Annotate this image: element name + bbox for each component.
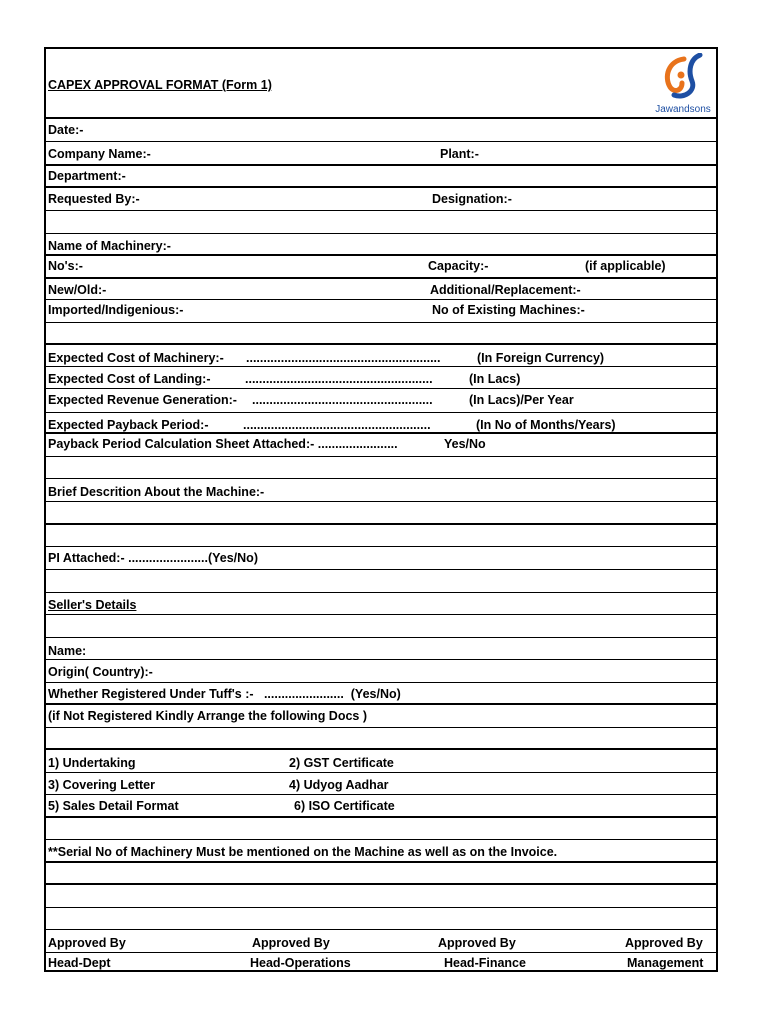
payback-sheet-row: [46, 434, 716, 457]
cost-machinery-label: Expected Cost of Machinery:-: [48, 351, 224, 365]
seller-name-row: [46, 638, 716, 660]
imported-row: [46, 300, 716, 323]
blank-row: [46, 863, 716, 885]
blank-row: [46, 885, 716, 908]
requested-row: [46, 188, 716, 211]
blank-row: [46, 323, 716, 345]
approved-by-finance: Approved By: [438, 936, 516, 950]
department-row: [46, 166, 716, 188]
not-registered-row: [46, 705, 716, 728]
payback-sheet-label: Payback Period Calculation Sheet Attached:- .......................: [48, 437, 398, 451]
requested-by-label: Requested By:-: [48, 192, 140, 206]
payback-sheet-yesno: Yes/No: [444, 437, 486, 451]
approver-roles-row: [46, 953, 716, 972]
revenue-dots: ....................................................: [252, 393, 433, 407]
origin-label: Origin( Country):-: [48, 665, 153, 679]
approved-by-dept: Approved By: [48, 936, 126, 950]
blank-row: [46, 570, 716, 593]
cost-machinery-dots: ........................................................: [246, 351, 441, 365]
existing-machines-label: No of Existing Machines:-: [432, 303, 585, 317]
cost-landing-row: [46, 367, 716, 389]
sellers-details-heading: Seller's Details: [48, 598, 137, 612]
header-row: [46, 49, 716, 119]
blank-row: [46, 615, 716, 638]
revenue-unit: (In Lacs)/Per Year: [469, 393, 574, 407]
approved-by-operations: Approved By: [252, 936, 330, 950]
nos-row: [46, 256, 716, 279]
blank-row: [46, 502, 716, 525]
docs-row-1: [46, 750, 716, 773]
revenue-label: Expected Revenue Generation:-: [48, 393, 237, 407]
nos-label: No's:-: [48, 259, 83, 273]
payback-label: Expected Payback Period:-: [48, 418, 209, 432]
tuffs-row: [46, 683, 716, 705]
serial-note-row: [46, 840, 716, 863]
blank-row: [46, 525, 716, 547]
designation-label: Designation:-: [432, 192, 512, 206]
cost-machinery-row: [46, 345, 716, 367]
sellers-details-row: [46, 593, 716, 615]
pi-attached-label: PI Attached:- .......................(Yes/No): [48, 551, 258, 565]
blank-row: [46, 728, 716, 750]
date-label: Date:-: [48, 123, 84, 137]
imported-label: Imported/Indigenious:-: [48, 303, 184, 317]
doc-udyog-aadhar: 4) Udyog Aadhar: [289, 778, 389, 792]
approved-by-row: [46, 930, 716, 953]
date-row: [46, 119, 716, 142]
brief-description-row: [46, 479, 716, 502]
cost-landing-unit: (In Lacs): [469, 372, 521, 386]
pi-attached-row: [46, 547, 716, 570]
doc-undertaking: 1) Undertaking: [48, 756, 136, 770]
tuffs-label: Whether Registered Under Tuff's :- ....................... (Yes/No): [48, 687, 401, 701]
revenue-row: [46, 389, 716, 413]
doc-sales-detail-format: 5) Sales Detail Format: [48, 799, 179, 813]
company-logo: [654, 53, 712, 115]
docs-row-2: [46, 773, 716, 795]
payback-unit: (In No of Months/Years): [476, 418, 616, 432]
form-title: CAPEX APPROVAL FORMAT (Form 1): [48, 78, 272, 92]
blank-row: [46, 457, 716, 479]
role-head-finance: Head-Finance: [444, 956, 526, 970]
serial-note: **Serial No of Machinery Must be mentioned on the Machine as well as on the Invoice.: [48, 845, 558, 859]
capacity-label: Capacity:-: [428, 259, 489, 273]
doc-gst-certificate: 2) GST Certificate: [289, 756, 394, 770]
additional-replacement-label: Additional/Replacement:-: [430, 283, 581, 297]
machinery-name-label: Name of Machinery:-: [48, 239, 171, 253]
payback-dots: ......................................................: [243, 418, 431, 432]
cost-landing-dots: ......................................................: [245, 372, 433, 386]
seller-name-label: Name:: [48, 644, 87, 658]
capex-form: [44, 47, 718, 972]
role-head-dept: Head-Dept: [48, 956, 111, 970]
role-management: Management: [627, 956, 704, 970]
plant-label: Plant:-: [440, 147, 479, 161]
cost-landing-label: Expected Cost of Landing:-: [48, 372, 211, 386]
new-old-label: New/Old:-: [48, 283, 107, 297]
if-applicable-label: (if applicable): [585, 259, 666, 273]
cost-machinery-unit: (In Foreign Currency): [477, 351, 605, 365]
blank-row: [46, 908, 716, 930]
new-old-row: [46, 279, 716, 300]
not-registered-label: (if Not Registered Kindly Arrange the following Docs ): [48, 709, 368, 723]
company-name-label: Company Name:-: [48, 147, 151, 161]
jawandsons-logo-icon: [654, 53, 712, 101]
blank-row: [46, 211, 716, 234]
doc-covering-letter: 3) Covering Letter: [48, 778, 155, 792]
docs-row-3: [46, 795, 716, 818]
role-head-operations: Head-Operations: [250, 956, 351, 970]
doc-iso-certificate: 6) ISO Certificate: [294, 799, 395, 813]
department-label: Department:-: [48, 169, 126, 183]
machinery-name-row: [46, 234, 716, 256]
payback-row: [46, 413, 716, 434]
origin-row: [46, 660, 716, 683]
blank-row: [46, 818, 716, 840]
company-row: [46, 142, 716, 166]
brief-description-label: Brief Descrition About the Machine:-: [48, 485, 265, 499]
logo-text: Jawandsons: [655, 104, 711, 115]
approved-by-management: Approved By: [625, 936, 703, 950]
